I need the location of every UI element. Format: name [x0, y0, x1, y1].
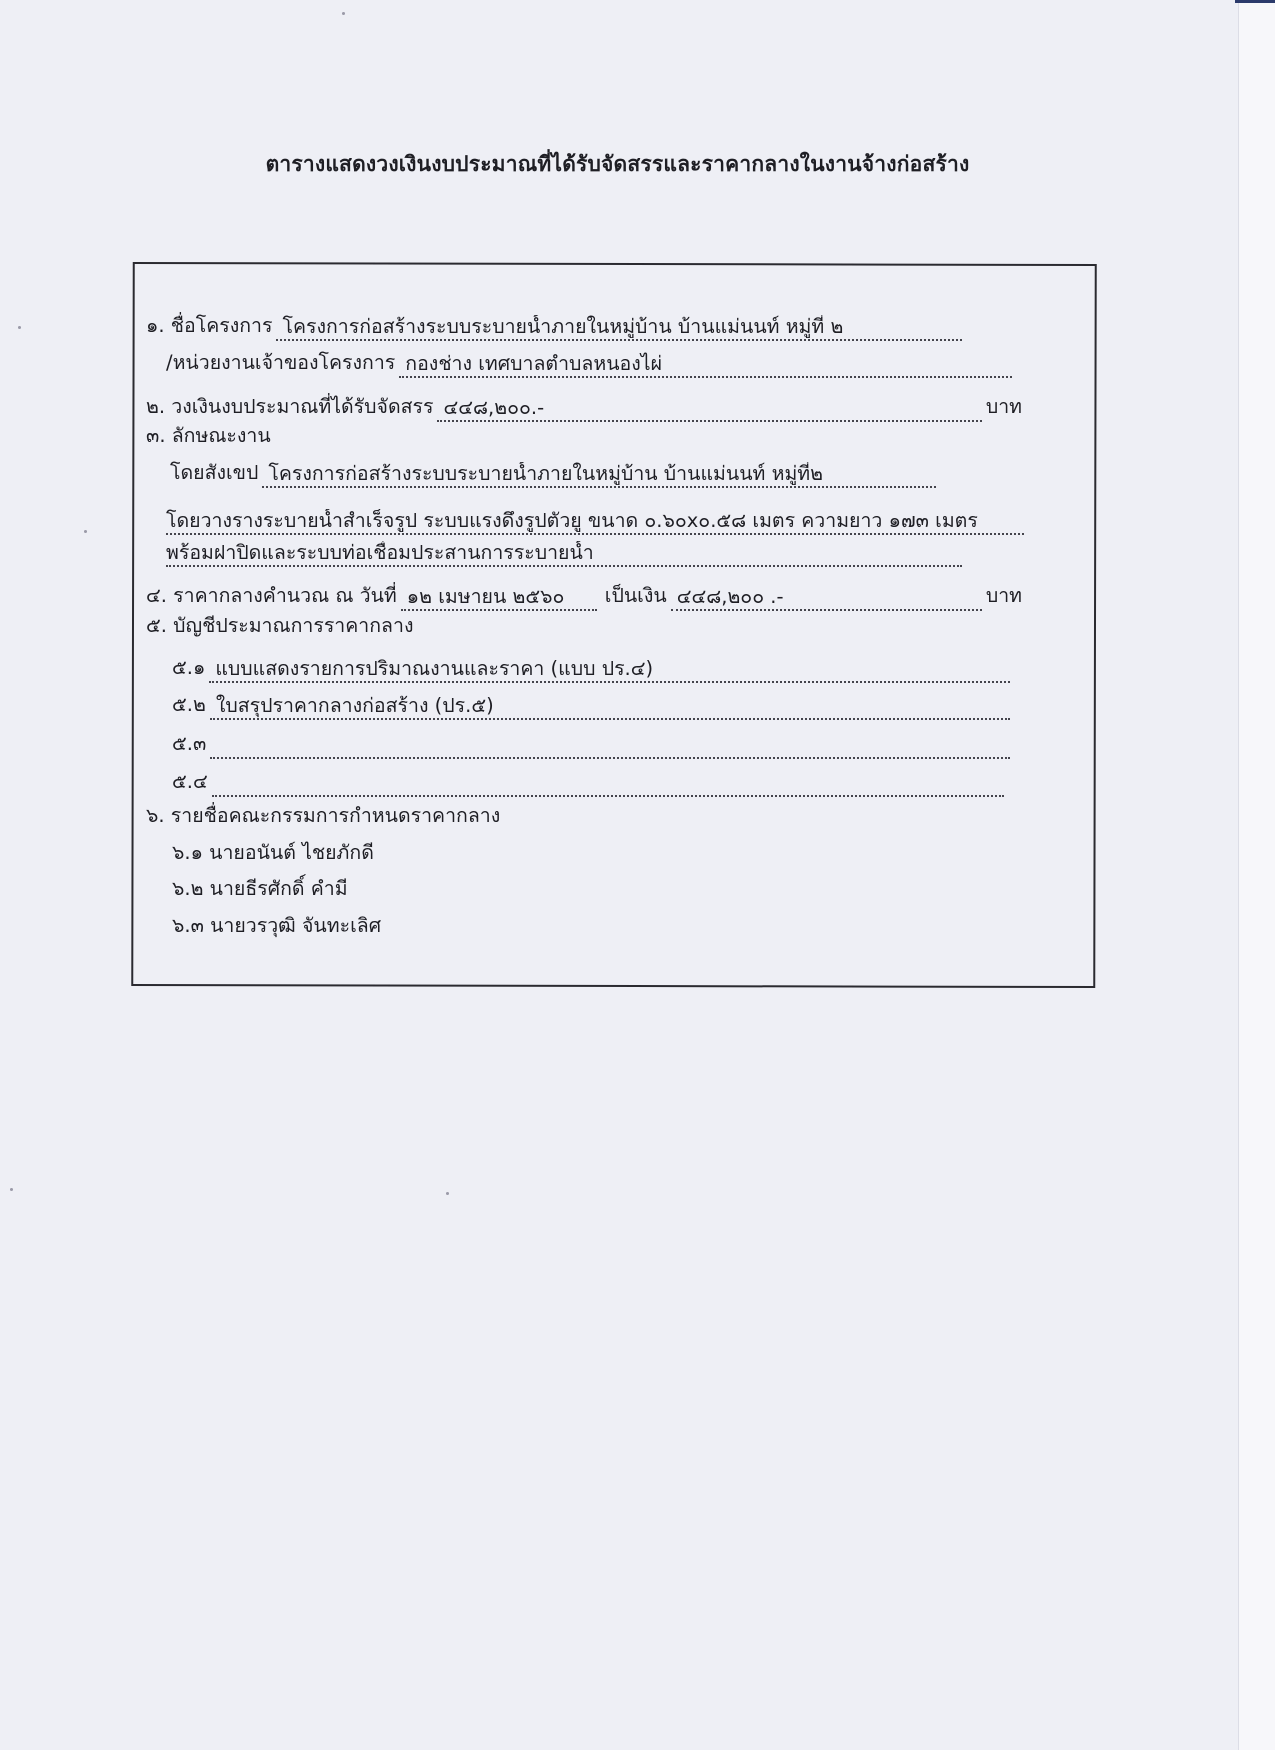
estimate-list-row — [146, 611, 646, 641]
reference-date-label: ๔. ราคากลางคำนวณ ณ วันที่ — [146, 584, 397, 607]
committee-member — [172, 911, 672, 941]
project-name-label: ๑. ชื่อโครงการ — [146, 314, 273, 337]
amount-unit: บาท — [985, 584, 1022, 607]
summary-label: โดยสังเขป — [170, 461, 259, 484]
edge-mark — [1235, 0, 1275, 3]
reference-date-value: ๑๒ เมษายน ๒๕๖๐ — [401, 585, 597, 611]
scan-speck — [10, 1188, 13, 1191]
estimate-item-number: ๕.๓ — [172, 732, 207, 755]
scan-speck — [342, 12, 345, 15]
estimate-item-text — [212, 795, 1004, 797]
estimate-item-text: แบบแสดงรายการปริมาณงานและราคา (แบบ ปร.๔) — [209, 657, 1010, 683]
document-title: ตารางแสดงวงเงินงบประมาณที่ได้รับจัดสรรและราคากลางในงานจ้างก่อสร้าง — [265, 152, 970, 176]
work-type-label: ๓. ลักษณะงาน — [146, 424, 271, 447]
committee-member-name: ๖.๓ นายวรวุฒิ จันทะเลิศ — [172, 914, 382, 937]
estimate-item-5-4 — [172, 767, 1004, 797]
scan-speck — [84, 530, 87, 533]
summary-line-2: โดยวางรางระบายน้ำสำเร็จรูป ระบบแรงดึงรูปตัวยู ขนาด ๐.๖๐x๐.๕๘ เมตร ความยาว ๑๗๓ เมตร — [166, 509, 1024, 535]
estimate-item-text — [210, 757, 1010, 759]
committee-member-name: ๖.๑ นายอนันต์ ไชยภักดี — [172, 841, 374, 864]
estimate-item-text: ใบสรุปราคากลางก่อสร้าง (ปร.๕) — [210, 694, 1010, 720]
reference-price-row — [146, 581, 1022, 611]
summary-row-2 — [166, 505, 1024, 535]
estimate-item-number: ๕.๑ — [172, 656, 206, 679]
scan-speck — [18, 326, 21, 329]
estimate-item-5-3 — [172, 729, 1010, 759]
project-name-value: โครงการก่อสร้างระบบระบายน้ำภายในหมู่บ้าน บ้านแม่นนท์ หมู่ที่ ๒ — [276, 315, 962, 341]
summary-row-3 — [166, 537, 962, 567]
amount-value: ๔๔๘,๒๐๐ .- — [671, 585, 982, 611]
committee-member-name: ๖.๒ นายธีรศักดิ์ คำมี — [172, 877, 348, 900]
estimate-item-5-2 — [172, 690, 1010, 720]
owner-agency-value: กองช่าง เทศบาลตำบลหนองไผ่ — [399, 352, 1012, 378]
budget-row — [146, 392, 1022, 422]
amount-label: เป็นเงิน — [604, 584, 667, 607]
committee-member — [172, 838, 672, 868]
budget-unit: บาท — [985, 395, 1022, 418]
summary-line-1: โครงการก่อสร้างระบบระบายน้ำภายในหมู่บ้าน บ้านแม่นนท์ หมู่ที่๒ — [262, 462, 936, 488]
budget-label: ๒. วงเงินงบประมาณที่ได้รับจัดสรร — [146, 395, 434, 418]
scan-speck — [446, 1192, 449, 1195]
summary-line-3: พร้อมฝาปิดและระบบท่อเชื่อมประสานการระบายน้ำ — [166, 541, 962, 567]
estimate-list-label: ๕. บัญชีประมาณการราคากลาง — [146, 614, 414, 637]
summary-row — [170, 458, 936, 488]
committee-member — [172, 874, 672, 904]
project-name-row — [146, 311, 962, 341]
committee-row — [146, 801, 746, 831]
estimate-item-5-1 — [172, 653, 1010, 683]
owner-agency-row — [166, 348, 1012, 378]
work-type-row — [146, 421, 546, 451]
budget-value: ๔๔๘,๒๐๐.- — [437, 396, 981, 422]
page-edge — [1238, 0, 1275, 1750]
owner-agency-label: /หน่วยงานเจ้าของโครงการ — [166, 351, 396, 374]
estimate-item-number: ๕.๒ — [172, 693, 206, 716]
committee-label: ๖. รายชื่อคณะกรรมการกำหนดราคากลาง — [146, 804, 501, 827]
estimate-item-number: ๕.๔ — [172, 770, 208, 793]
